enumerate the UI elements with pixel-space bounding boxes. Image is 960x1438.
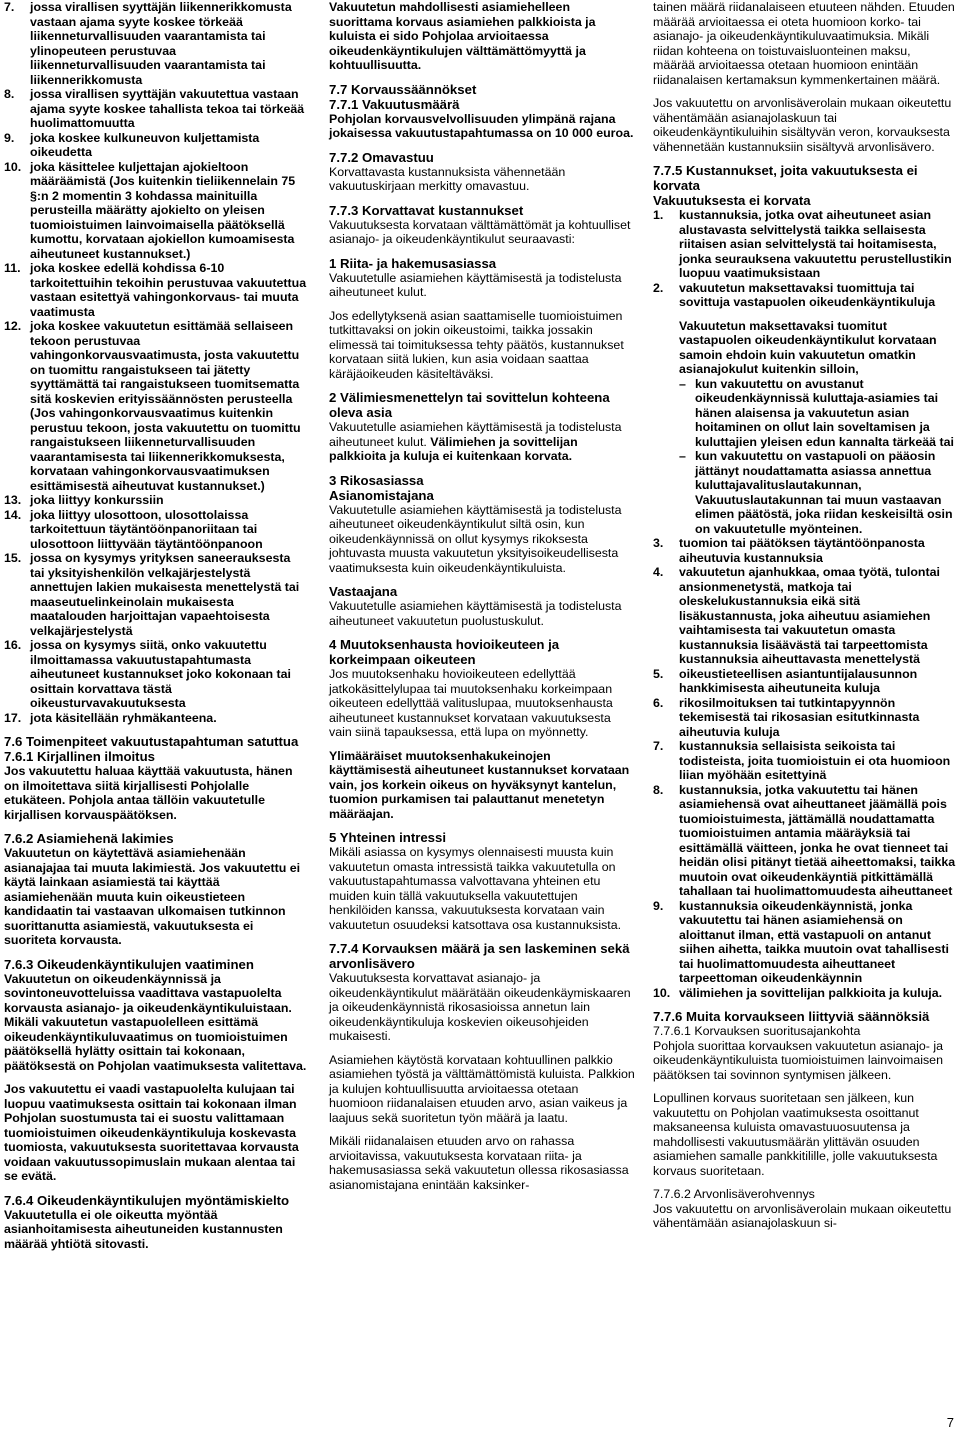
not-covered-list-a [653, 208, 956, 310]
list-item [653, 696, 956, 740]
list-item-text: tuomion tai päätöksen täytäntöönpanosta aiheutuvia kustannuksia [679, 536, 925, 565]
col3-intro: tainen määrä riidanalaiseen etuuteen nähden. Etuuden määrää arvioitaessa ei oteta huomioon korko- tai asianajo- ja oikeudenkäyntikuluvaatimuksia. Mikäli riidan kohteena on toistuvaisluonteinen maksu, määrää arvioitaessa otetaan huomioon enintään riidanalaisen kertamaksun kymmenkertainen määrä. [653, 0, 955, 87]
list-item-number: 16. [4, 638, 22, 652]
list-item-number: 3. [653, 536, 664, 550]
list-item [653, 899, 956, 986]
section-7-7-4-text-a: Vakuutuksesta korvattavat asianajo- ja oikeudenkäyntikulut määrätään oikeudenkäymiskaaren ja oikeudenkäynnistä rikosasioissa annetun lain oikeudenkäyntikuluja koskevien oikeusohjeiden mukaisesti. [329, 971, 631, 1043]
list-item-text: joka koskee edellä kohdissa 6-10 tarkoitettuihin tekoihin perustuvaa vakuutettua vastaan esitettyä vahingonkorvaus- tai muuta vaatimusta [30, 261, 307, 319]
subsection-4-text-b: Ylimääräiset muutoksenhakukeinojen käyttämisestä aiheutuneet kustannukset korvataan vain, jos korkein oikeus on hyväksynyt kantelun, tuomion purkamisen tai palauttanut menetetyn määräajan. [329, 748, 630, 821]
column-1 [4, 0, 307, 1260]
list-item-number: 13. [4, 493, 22, 507]
section-7-7-6-2-heading: 7.7.6.2 Arvonlisäverohvennys [653, 1187, 815, 1201]
section-7-7-1-heading: 7.7.1 Vakuutusmäärä [329, 96, 460, 112]
subsection-3-defendant-heading: Vastaajana [329, 584, 398, 599]
list-item-text: joka käsittelee kuljettajan ajokieltoon määräämistä (Jos kuitenkin tieliikennelain 75 §:n 2 momentin 3 kohdassa mainituilla perusteilla määrätty ajokielto on yleisen tuomioistuimen lainvoimaisella päätöksellä kumottu, korvataan ajokiellon kumoamisesta aiheutuneet kustannukset.) [30, 159, 296, 261]
subsection-2-text-b: Välimiehen ja sovittelijan palkkioita ja kuluja ei kuitenkaan korvata. [329, 434, 578, 463]
list-item-text: oikeustieteellisen asiantuntijalausunnon hankkimisesta aiheutuneita kuluja [679, 666, 918, 695]
list-item [4, 493, 307, 508]
list-item [653, 536, 956, 565]
page-number: 7 [946, 1415, 954, 1430]
list-item-number: 1. [653, 208, 664, 222]
section-7-7-4-text-c: Mikäli riidanalaisen etuuden arvo on rahassa arvioitavissa, vakuutuksesta korvataan riita- ja hakemusasiassa sekä vakuutetun ollessa rikosasiassa asianomistajana enintään kaksinker- [329, 1134, 629, 1192]
list-item [4, 131, 307, 160]
section-7-7-5-subheading: Vakuutuksesta ei korvata [653, 193, 811, 208]
section-7-7-6-1-text-b: Lopullinen korvaus suoritetaan sen jälkeen, kun vakuutettu on Pohjolan vaatimuksesta osoittanut maksaneensa kuluista omavastuuosuutensa ja mahdollisesti vakuutusmäärän ylittävän osuuden asiamiehen samalle pankkitilille, jolle vakuutuksesta korvaus suoritetaan. [653, 1091, 938, 1178]
section-7-7-6-1-text-a: Pohjola suorittaa korvauksen vakuutetun asianajo- ja oikeudenkäyntikuluista tuomioistuimen lainvoimaisen päätöksen tai sovinnon syntymisen jälkeen. [653, 1038, 943, 1082]
list-item-number: 15. [4, 551, 22, 565]
list-item-text: jossa virallisen syyttäjän liikennerikkomusta vastaan ajama syyte koskee törkeää liikenneturvallisuuden vaarantamista tai ylinopeuteen perustuvaa liikenneturvallisuuden vaarantamista tai liikennerikkomusta [30, 0, 292, 87]
list-item-text: vakuutetun ajanhukkaa, omaa työtä, tulontai ansionmenetystä, matkoja tai oleskelukustannuksia eikä sitä lisäkustannusta, joka aiheutuu asiamiehen vaihtamisesta tai vakuutetun omasta kustannuksia lisäävästä tai tarpeettomista kustannuksia aiheuttavasta menettelystä [679, 565, 940, 666]
subsection-2-heading: 2 Välimiesmenettelyn tai sovittelun kohteena oleva asia [329, 390, 610, 420]
list-item [4, 638, 307, 711]
section-7-6-1-heading: 7.6.1 Kirjallinen ilmoitus [4, 749, 155, 764]
list-item-number: 12. [4, 319, 22, 333]
section-7-6-heading: 7.6 Toimenpiteet vakuutustapahtuman satuttua [4, 734, 299, 749]
list-item [4, 319, 307, 493]
subsection-1-text-a: Vakuutetulle asiamiehen käyttämisestä ja todistelusta aiheutuneet kulut. [329, 270, 622, 299]
subsection-5-heading: 5 Yhteinen intressi [329, 830, 447, 845]
list-item-text: kustannuksia, jotka vakuutettu tai hänen asiamiehensä ovat aiheuttaneet jäämällä pois tuomioistuimesta, jättämällä noudattamatta tuomioistuimen antamia määräyksiä tai esittämällä väitteen, jonka he ovat tienneet tai heidän olisi pitänyt tietää aiheettomaksi, taikka muutoin ovat oikeudenkäyntiä pitkittämällä tahallaan tai huolimattomuudesta aiheuttaneet [679, 782, 956, 898]
vat-text: Jos vakuutettu on arvonlisäverolain mukaan oikeutettu vähentämään asianajolaskuun tai oikeudenkäyntikuluihin sisältyvän veron, korvauksesta vähennetään kustannuksiin sisältyvä arvonlisävero. [653, 96, 952, 154]
list-item-text: jossa on kysymys yrityksen saneerauksesta tai yksityishenkilön velkajärjestelystä annettujen lakien mukaisesta menettelystä tai maaseutuelinkeinolain mukaisesta maatalouden harjoittajan vapaehtoisesta velkajärjestelystä [30, 551, 300, 638]
section-7-6-2-text: Vakuutetun on käytettävä asiamiehenään asianajajaa tai muuta lakimiestä. Jos vakuutettu ei käytä lainkaan asiamiestä tai käyttää asiamiehenään muuta kuin oikeustieteen kandidaatin tai vastaavan ulkomaisen tutkinnon suorittanutta asiamiestä, vakuutuksesta ei suoriteta korvausta. [4, 846, 301, 947]
list-item-number: 10. [653, 985, 671, 1000]
opponent-costs-text: Vakuutetun maksettavaksi tuomitut vastapuolen oikeudenkäyntikulut korvataan samoin ehdoin kuin vakuutetun omatkin asianajokulut kuitenkin silloin, [679, 318, 937, 376]
list-item-number: 14. [4, 507, 22, 522]
list-item-text: kustannuksia, jotka ovat aiheutuneet asian alustavasta selvittelystä taikka sellaisesta riitaisen asian selvittelystä tai hoitamisesta, jonka seurauksena vakuutettu perustellustikin luopuu vaatimuksistaan [679, 208, 952, 280]
list-item-number: 7. [653, 739, 664, 753]
subsection-2-text-a: Vakuutetulle asiamiehen käyttämisestä ja todistelusta aiheutuneet kulut. [329, 420, 622, 449]
list-item-text: kustannuksia oikeudenkäynnistä, jonka vakuutettu tai hänen asiamiehensä on aloittanut ilman, että vastapuoli on antanut siihen aihetta, taikka muutoin ovat tahallisesti tai huolimattomuudesta aiheuttaneet tarpeettoman oikeudenkäynnin [679, 898, 949, 985]
section-7-6-2-heading: 7.6.2 Asiamiehenä lakimies [4, 831, 174, 846]
section-7-7-2-text: Korvattavasta kustannuksista vähennetään vakuutuskirjaan merkitty omavastuu. [329, 164, 566, 193]
list-item [653, 986, 956, 1001]
subsection-4-text-a: Jos muutoksenhaku hovioikeuteen edellyttää jatkokäsittelylupaa tai muutoksenhaku korkeimpaan oikeuteen edellyttää valituslupaa, muutoksenhausta aiheutuneet kustannukset korvataan vakuutuksesta vain siinä tapauksessa, että lupa on myönnetty. [329, 667, 613, 739]
section-7-7-5-heading: 7.7.5 Kustannukset, joita vakuutuksesta ei korvata [653, 163, 918, 193]
subsection-3-complainant-text: Vakuutetulle asiamiehen käyttämisestä ja todistelusta aiheutuneet oikeudenkäyntikulut siltä osin, kun oikeudenkäynnissä on ollut kysymys rikoksesta johtuvasta muusta vakuutetun yksityisoikeudellisesta vaatimuksesta kuin oikeudenkäyntikuluista. [329, 502, 622, 575]
list-item [653, 739, 956, 783]
section-7-6-1-text: Jos vakuutettu haluaa käyttää vakuutusta, hänen on ilmoitettava siitä kirjallisesti Pohjolalle etukäteen. Pohjola antaa tällöin vakuutetulle kirjallisen korvauspäätöksen. [4, 764, 293, 822]
list-item [4, 0, 307, 87]
list-item-text: välimiehen ja sovittelijan palkkioita ja kuluja. [679, 985, 943, 1000]
list-item-number: 9. [653, 898, 664, 913]
subsection-3-defendant-text: Vakuutetulle asiamiehen käyttämisestä ja todistelusta aiheutuneet vakuutetun puolustuskulut. [329, 599, 622, 628]
list-item-text: kustannuksia sellaisista seikoista tai todisteista, joita tuomioistuin ei ota huomioon liian myöhään esitettyinä [679, 739, 951, 782]
dash-item: – kun vakuutettu on vastapuoli on pääosin jättänyt noudattamatta asiassa annettua kuluttajavalituslautakunnan, Vakuutuslautakunnan tai muun vastaavan elimen päätöstä, joka riidan keskeisiltä osin on vakuutetulle myönteinen. [679, 449, 956, 536]
list-item [4, 711, 307, 726]
list-item [653, 208, 956, 281]
list-item-number: 5. [653, 666, 664, 681]
list-item-text: joka liittyy ulosottoon, ulosottolaissa tarkoitettuun täytäntöönpanoriitaan tai ulosottoon liittyvään täytäntöönpanoon [30, 507, 263, 551]
section-7-7-3-text: Vakuutuksesta korvataan välttämättömät ja kohtuulliset asianajo- ja oikeudenkäyntikulut seuraavasti: [329, 217, 631, 246]
section-7-6-4-text: Vakuutetulla ei ole oikeutta myöntää asianhoitamisesta aiheutuneiden kustannusten määrää yhtiötä sitovasti. [4, 1207, 283, 1251]
column-2 [329, 0, 635, 1201]
dash-item: – kun vakuutettu on avustanut oikeudenkäynnissä kuluttaja-asiamies tai hänen alaisensa ja vakuutetun asian hoitaminen on ollut lain soveltamisen ja kuluttajien yleisen edun kannalta tärkeää tai [679, 377, 956, 450]
list-item-number: 9. [4, 130, 15, 145]
list-item-text: jossa virallisen syyttäjän vakuutettua vastaan ajama syyte koskee tahallista tekoa tai törkeää huolimattomuutta [30, 87, 305, 130]
section-7-7-2-heading: 7.7.2 Omavastuu [329, 149, 434, 165]
section-7-6-3-heading: 7.6.3 Oikeudenkäyntikulujen vaatiminen [4, 956, 254, 972]
section-7-7-4-text-b: Asiamiehen käytöstä korvataan kohtuullinen palkkio asiamiehen työstä ja välttämättömistä kuluista. Palkkion ja kulujen kohtuullisuutta arvioitaessa otetaan huomioon riidanalaisen etuuden arvo, asian vaikeus ja laajuus sekä suoritetun työn määrä ja laatu. [329, 1052, 635, 1125]
section-7-6-4-heading: 7.6.4 Oikeudenkäyntikulujen myöntämiskielto [4, 1192, 290, 1208]
list-item [653, 565, 956, 667]
list-item-text: jota käsitellään ryhmäkanteena. [30, 710, 217, 725]
exclusion-list-continued [4, 0, 307, 725]
list-item-number: 11. [4, 261, 21, 275]
list-item-text: joka koskee vakuutetun esittämää sellaiseen tekoon perustuvaa vahingonkorvausvaatimusta, josta vakuutettu on tuomittu rangaistukseen tai jätetty syyttämättä tai rangaistukseen tuomitsematta sitä koskevien erityissäännösten perusteella (Jos vahingonkorvausvaatimus kuitenkin perustuu tekoon, josta vakuutettu on tuomittu rangaistukseen liikenneturvallisuuden vaarantamisesta tai liikennerikkomuksesta, korvataan vahingonkorvausvaatimuksen esittämisestä aiheutuvat kustannukset.) [30, 319, 301, 493]
list-item [4, 87, 307, 131]
section-7-7-heading: 7.7 Korvaussäännökset [329, 81, 477, 97]
list-item [653, 667, 956, 696]
list-item [4, 551, 307, 638]
list-item-text: jossa on kysymys siitä, onko vakuutettu ilmoittamassa vakuutustapahtumasta aiheutuneet kustannukset joko kokonaan tai osittain korvattava tästä oikeusturvavakuutuksesta [30, 638, 291, 710]
section-7-7-6-heading: 7.7.6 Muita korvaukseen liittyviä säännöksiä [653, 1009, 930, 1024]
column-3 [653, 0, 956, 1240]
list-item-text: vakuutetun maksettavaksi tuomittuja tai sovittuja vastapuolen oikeudenkäyntikuluja [679, 280, 936, 309]
list-item [653, 783, 956, 899]
list-item-number: 8. [4, 87, 15, 101]
subsection-3-complainant-heading: Asianomistajana [329, 487, 434, 503]
section-7-6-3-text-a: Vakuutetun on oikeudenkäynnissä ja sovintoneuvotteluissa vaadittava vastapuolelta korvausta asianajo- ja oikeudenkäyntikuluistaan. Mikäli vakuutetun vastapuolelleen esittämä oikeudenkäyntikuluvaatimus on tuomioistuimen päätöksellä hylätty osittain tai kokonaan, päätöksestä on Pohjolan vaatimuksesta valitettava. [4, 971, 307, 1073]
list-item [4, 508, 307, 552]
list-item-number: 6. [653, 695, 664, 710]
section-7-6-3-text-b: Jos vakuutettu ei vaadi vastapuolelta kulujaan tai luopuu vaatimuksesta osittain tai kokonaan ilman Pohjolan suostumusta tai ei suostu valittamaan tuomioistuimen oikeudenkäyntikuluja koskevasta tuomiosta, vakuutuksesta suoritettavaa korvausta voidaan vakuutussopimuslain mukaan alentaa tai se evätä. [4, 1082, 299, 1183]
list-item-number: 17. [4, 710, 22, 725]
list-item-number: 4. [653, 565, 664, 579]
list-item [4, 261, 307, 319]
list-item [653, 281, 956, 310]
subsection-5-text: Mikäli asiassa on kysymys olennaisesti muusta kuin vakuutetun omasta intressistä taikka vakuutetulla on vakuutustapahtumassa valvottavana yhteinen etu muiden kuin tällä vakuutuksella vakuutettujen henkilöiden kanssa, vakuutuksesta korvataan vain vakuutetun osuudeksi katsottava osa kustannuksista. [329, 845, 622, 932]
subsection-3-heading: 3 Rikosasiassa [329, 472, 424, 488]
list-item-number: 8. [653, 782, 664, 797]
section-7-7-1-text: Pohjolan korvausvelvollisuuden ylimpänä rajana jokaisessa vakuutustapahtumassa on 10 000 euroa. [329, 111, 634, 140]
section-7-7-4-heading: 7.7.4 Korvauksen määrä ja sen laskeminen sekä arvonlisävero [329, 941, 630, 971]
opponent-costs-conditions [653, 377, 956, 537]
subsection-4-heading: 4 Muutoksenhausta hovioikeuteen ja korkeimpaan oikeuteen [329, 637, 560, 667]
not-covered-list-b [653, 536, 956, 1000]
list-item-number: 7. [4, 0, 15, 14]
col2-intro: Vakuutetun mahdollisesti asiamiehelleen suorittama korvaus asiamiehen palkkioista ja kuluista ei sido Pohjolaa arvioitaessa oikeudenkäyntikulujen välttämättömyyttä ja kohtuullisuutta. [329, 0, 596, 72]
subsection-2-text [329, 420, 635, 464]
list-item-text: joka liittyy konkurssiin [30, 493, 164, 507]
section-7-7-6-1-heading: 7.7.6.1 Korvauksen suoritusajankohta [653, 1024, 861, 1038]
list-item-text: rikosilmoituksen tai tutkintapyynnön tekemisestä tai rikosasian esitutkinnasta aiheutuvia kuluja [679, 695, 920, 739]
list-item-number: 10. [4, 159, 22, 174]
section-7-7-6-2-text: Jos vakuutettu on arvonlisäverolain mukaan oikeutettu vähentämään asianajolaskuun si- [653, 1201, 952, 1230]
list-item [4, 160, 307, 262]
subsection-1-heading: 1 Riita- ja hakemusasiassa [329, 255, 497, 271]
subsection-1-text-b: Jos edellytyksenä asian saattamiselle tuomioistuimen tutkittavaksi on jokin oikeustoimi, taikka jossakin elimessä tai toimituksessa tehty päätös, kustannukset korvataan siitä lukien, kun asia voidaan saattaa käräjäoikeuden käsiteltäväksi. [329, 308, 624, 381]
list-item-number: 2. [653, 280, 664, 295]
list-item-text: joka koskee kulkuneuvon kuljettamista oikeudetta [30, 130, 260, 159]
section-7-7-3-heading: 7.7.3 Korvattavat kustannukset [329, 202, 524, 218]
